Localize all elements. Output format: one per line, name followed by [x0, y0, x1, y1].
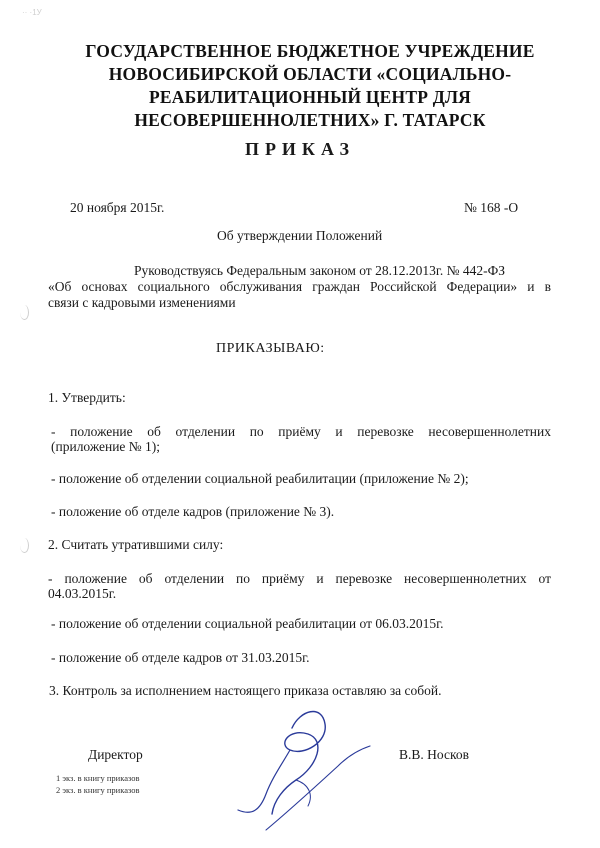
order-date: 20 ноября 2015г.	[70, 200, 165, 215]
order-subject: Об утверждении Положений	[217, 228, 383, 243]
document-title: ПРИКАЗ	[244, 139, 356, 159]
list-item: - положение об отделении социальной реабилитации (приложение № 2);	[51, 471, 469, 486]
footnote: 2 экз. в книгу приказов	[56, 785, 140, 795]
list-item: - положение об отделении по приёму и перевозке несовершеннолетних от	[48, 571, 551, 586]
list-item: (приложение № 1);	[51, 439, 161, 454]
list-item: - положение об отделе кадров (приложение № 3).	[51, 504, 335, 519]
section-heading: 2. Считать утратившими силу:	[48, 537, 224, 552]
section-heading: 1. Утвердить:	[48, 390, 126, 405]
scan-mark: ·· ·1У	[22, 8, 42, 17]
institution-header	[60, 40, 560, 132]
header-line: РЕАБИЛИТАЦИОННЫЙ ЦЕНТР ДЛЯ	[148, 87, 472, 107]
preamble-line: «Об основах социального обслуживания граждан Российской Федерации» и в	[48, 279, 551, 294]
signature-role: Директор	[88, 747, 143, 762]
header-line: НОВОСИБИРСКОЙ ОБЛАСТИ «СОЦИАЛЬНО-	[108, 64, 512, 84]
list-item: - положение об отделении по приёму и перевозке несовершеннолетних	[51, 424, 551, 439]
footnote: 1 экз. в книгу приказов	[56, 773, 140, 783]
header-line: ГОСУДАРСТВЕННОЕ БЮДЖЕТНОЕ УЧРЕЖДЕНИЕ	[85, 41, 535, 61]
order-number: № 168 -О	[464, 200, 519, 215]
hole-punch-mark	[20, 538, 29, 553]
preamble-line: Руководствуясь Федеральным законом от 28.12.2013г. № 442-ФЗ	[134, 263, 506, 278]
list-item: - положение об отделении социальной реабилитации от 06.03.2015г.	[51, 616, 444, 631]
signer-name: В.В. Носков	[399, 747, 469, 762]
hole-punch-mark	[20, 305, 29, 320]
preamble-line: связи с кадровыми изменениями	[48, 295, 236, 310]
section-3: 3. Контроль за исполнением настоящего приказа оставляю за собой.	[49, 683, 442, 698]
list-item: 04.03.2015г.	[48, 586, 117, 601]
header-line: НЕСОВЕРШЕННОЛЕТНИХ» Г. ТАТАРСК	[134, 110, 486, 130]
handwritten-signature	[230, 690, 380, 840]
order-word: ПРИКАЗЫВАЮ:	[216, 341, 325, 356]
list-item: - положение об отделе кадров от 31.03.2015г.	[51, 650, 310, 665]
